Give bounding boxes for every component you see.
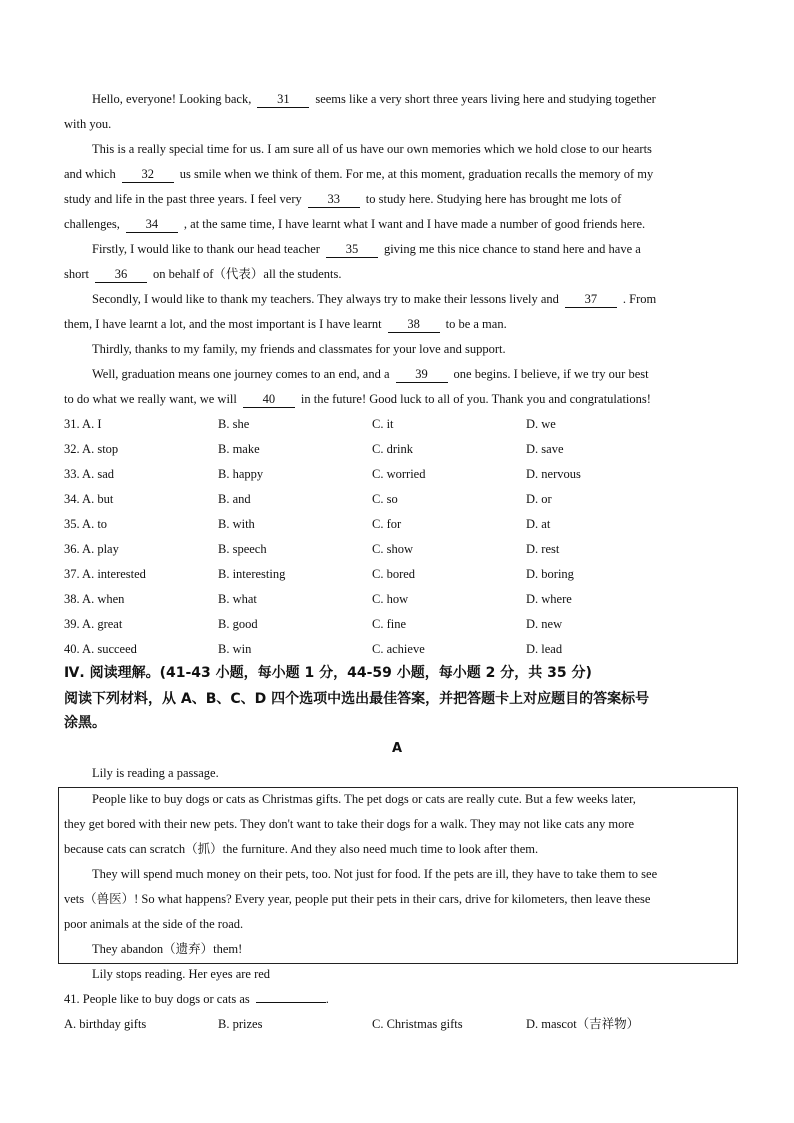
text: to be a man.: [445, 317, 507, 331]
blank-38: 38: [388, 317, 440, 333]
text: This is a really special time for us. I am sure all of us have our own memories which we hold close to our hearts: [92, 142, 652, 156]
section-instruction: 涂黑。: [64, 715, 106, 731]
option-a: 35. A. to: [64, 517, 108, 531]
option-c: C. how: [372, 592, 409, 606]
cloze-line: [64, 287, 758, 312]
option-a: 38. A. when: [64, 592, 125, 606]
section-heading: Ⅳ. 阅读理解。(41-43 小题，每小题 1 分，44-59 小题，每小题 2 分，共 35 分): [64, 665, 592, 681]
option-a: 34. A. but: [64, 492, 114, 506]
cloze-line: [64, 337, 758, 362]
passage-label: A: [391, 741, 403, 756]
option-b: B. with: [218, 517, 255, 531]
option-a: 33. A. sad: [64, 467, 114, 481]
text: Well, graduation means one journey comes to an end, and a: [92, 367, 390, 381]
text: Secondly, I would like to thank my teachers. They always try to make their lessons lively and: [92, 292, 559, 306]
option-c: C. fine: [372, 617, 407, 631]
cloze-line: [64, 87, 758, 112]
text: Firstly, I would like to thank our head teacher: [92, 242, 320, 256]
option-c: C. for: [372, 517, 402, 531]
text: to study here. Studying here has brought me lots of: [365, 192, 622, 206]
question-text: 41. People like to buy dogs or cats as: [64, 992, 250, 1006]
option-d: D. lead: [526, 642, 563, 656]
box-line: vets（兽医）! So what happens? Every year, people put their pets in their cars, drive for kilometers, then leave these: [64, 892, 651, 906]
option-c: C. bored: [372, 567, 416, 581]
option-a: 39. A. great: [64, 617, 123, 631]
option-d: D. save: [526, 442, 564, 456]
cloze-line: [64, 312, 730, 337]
text: seems like a very short three years living here and studying together: [315, 92, 656, 106]
blank-39: 39: [396, 367, 448, 383]
cloze-line: [64, 112, 730, 137]
blank-40: 40: [243, 392, 295, 408]
cloze-line: [64, 387, 730, 412]
text: to do what we really want, we will: [64, 392, 237, 406]
option-b: B. and: [218, 492, 251, 506]
text: . From: [622, 292, 657, 306]
option-d: D. or: [526, 492, 552, 506]
text: giving me this nice chance to stand here and have a: [383, 242, 641, 256]
option-a: 32. A. stop: [64, 442, 119, 456]
text: , at the same time, I have learnt what I want and I have made a number of good friends here.: [183, 217, 646, 231]
option-b: B. make: [218, 442, 260, 456]
option-d: D. mascot（吉祥物）: [526, 1017, 640, 1031]
passage-intro: Lily is reading a passage.: [92, 766, 219, 780]
text: on behalf of（代表）all the students.: [153, 267, 342, 281]
option-a: A. birthday gifts: [64, 1017, 147, 1031]
text: short: [64, 267, 89, 281]
option-b: B. interesting: [218, 567, 286, 581]
box-line: They will spend much money on their pets, too. Not just for food. If the pets are ill, they have to take them to see: [92, 867, 658, 881]
option-b: B. prizes: [218, 1017, 263, 1031]
box-line: People like to buy dogs or cats as Christmas gifts. The pet dogs or cats are really cute. But a few weeks later,: [92, 792, 636, 806]
blank-31: 31: [257, 92, 309, 108]
option-a: 40. A. succeed: [64, 642, 137, 656]
option-a: 37. A. interested: [64, 567, 146, 581]
question-end: .: [325, 992, 329, 1006]
cloze-line: [64, 237, 758, 262]
blank-36: 36: [95, 267, 147, 283]
box-line: they get bored with their new pets. They don't want to take their dogs for a walk. They may not like cats any more: [64, 817, 635, 831]
text: study and life in the past three years. I feel very: [64, 192, 302, 206]
option-a: 36. A. play: [64, 542, 119, 556]
cloze-line: [64, 137, 758, 162]
option-c: C. drink: [372, 442, 413, 456]
cloze-line: [64, 187, 730, 212]
option-c: C. so: [372, 492, 398, 506]
blank-34: 34: [126, 217, 178, 233]
option-c: C. it: [372, 417, 394, 431]
text: one begins. I believe, if we try our best: [453, 367, 649, 381]
cloze-line: [64, 362, 758, 387]
cloze-line: [64, 212, 730, 237]
text: us smile when we think of them. For me, at this moment, graduation recalls the memory of my: [179, 167, 654, 181]
text: and which: [64, 167, 116, 181]
text: in the future! Good luck to all of you. Thank you and congratulations!: [300, 392, 651, 406]
option-b: B. win: [218, 642, 252, 656]
option-d: D. at: [526, 517, 551, 531]
text: Thirdly, thanks to my family, my friends and classmates for your love and support.: [92, 342, 506, 356]
option-c: C. achieve: [372, 642, 425, 656]
blank-37: 37: [565, 292, 617, 308]
cloze-line: [64, 262, 730, 287]
option-d: D. where: [526, 592, 572, 606]
option-d: D. we: [526, 417, 556, 431]
text: challenges,: [64, 217, 120, 231]
blank-33: 33: [308, 192, 360, 208]
option-b: B. happy: [218, 467, 264, 481]
question-41: [64, 987, 730, 1012]
box-line: because cats can scratch（抓）the furniture. And they also need much time to look after them.: [64, 842, 539, 856]
section-instruction: 阅读下列材料，从 A、B、C、D 四个选项中选出最佳答案，并把答题卡上对应题目的答案标号: [64, 691, 650, 707]
blank-35: 35: [326, 242, 378, 258]
option-b: B. speech: [218, 542, 267, 556]
option-d: D. nervous: [526, 467, 581, 481]
option-c: C. show: [372, 542, 413, 556]
text: them, I have learnt a lot, and the most important is I have learnt: [64, 317, 382, 331]
text: with you.: [64, 117, 112, 131]
option-d: D. boring: [526, 567, 574, 581]
option-b: B. what: [218, 592, 257, 606]
answer-blank: [256, 1002, 326, 1003]
blank-32: 32: [122, 167, 174, 183]
cloze-line: [64, 162, 730, 187]
text: Hello, everyone! Looking back,: [92, 92, 252, 106]
option-c: C. Christmas gifts: [372, 1017, 463, 1031]
box-line: They abandon（遗弃）them!: [92, 942, 243, 956]
passage-after: Lily stops reading. Her eyes are red: [92, 967, 271, 981]
box-line: poor animals at the side of the road.: [64, 917, 244, 931]
option-d: D. rest: [526, 542, 560, 556]
option-d: D. new: [526, 617, 563, 631]
option-b: B. good: [218, 617, 258, 631]
option-a: 31. A. I: [64, 417, 102, 431]
option-c: C. worried: [372, 467, 426, 481]
option-b: B. she: [218, 417, 250, 431]
